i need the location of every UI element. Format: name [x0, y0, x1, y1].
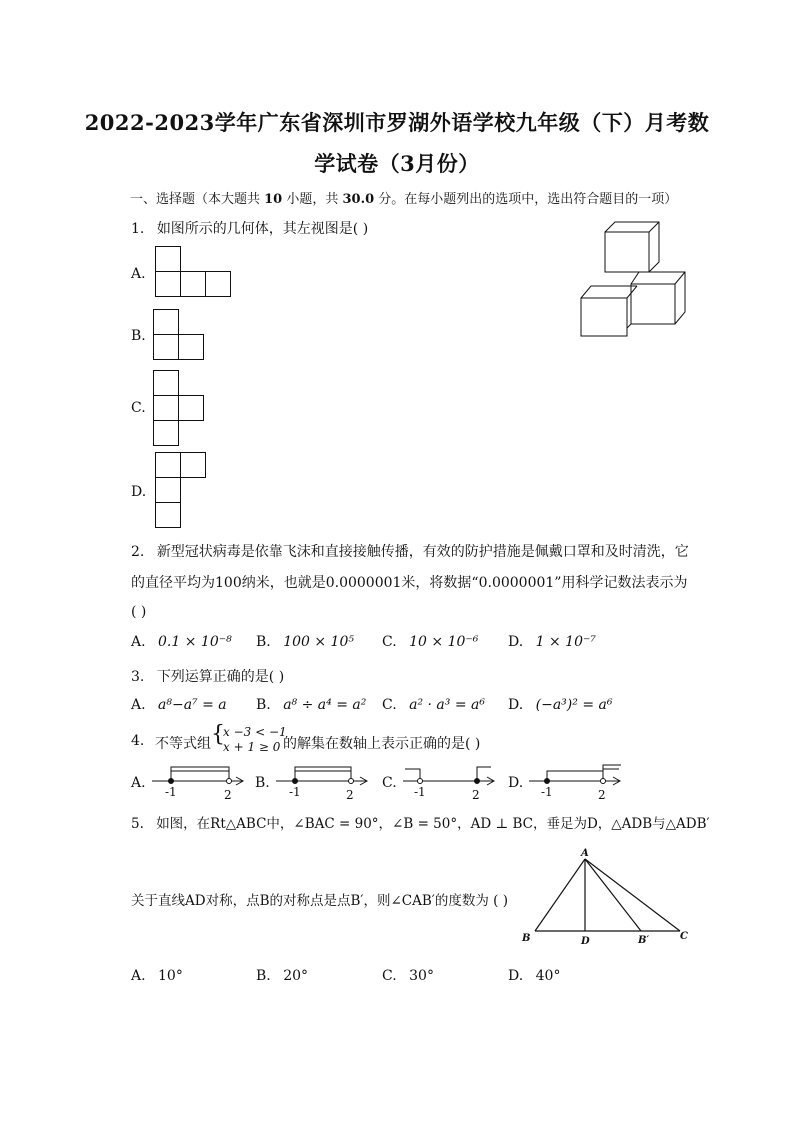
tick-label-left: -1: [414, 785, 426, 799]
q5-option-a[interactable]: [131, 968, 183, 984]
point-label-a: A: [581, 848, 589, 859]
question-number: 2.: [131, 544, 145, 560]
q2-option-a[interactable]: [131, 634, 232, 650]
q1-option-a-label[interactable]: A.: [131, 266, 146, 282]
point-label-c: C: [680, 931, 688, 942]
question-1: [131, 218, 368, 238]
q1-option-d-figure[interactable]: [155, 452, 208, 529]
option-label: D.: [508, 634, 524, 650]
tick-label-right: 2: [598, 788, 606, 801]
question-2-line2: 的直径平均为100纳米，也就是0.0000001米，将数据“0.0000001”用科学记数法表示为: [131, 575, 688, 591]
question-5: [131, 812, 710, 832]
question-4-prefix: 不等式组: [155, 736, 211, 752]
section-text-1: 一、选择题（本大题共: [130, 192, 265, 207]
point-label-b-prime: B′: [638, 935, 650, 945]
option-text: a⁸−a⁷ = a: [158, 697, 227, 713]
q3-option-a[interactable]: [131, 697, 227, 713]
section-score: 30.0: [342, 192, 375, 207]
question-5-line2: 关于直线AD对称，点B的对称点是点B′，则∠CAB′的度数为 ( ): [131, 893, 508, 909]
q3-option-b[interactable]: [256, 697, 366, 713]
q1-option-d-label[interactable]: D.: [131, 484, 147, 500]
option-text: 10 × 10⁻⁶: [409, 634, 479, 650]
tick-label-right: 2: [472, 788, 480, 801]
tick-label-left: -1: [165, 785, 177, 799]
q1-option-b-label[interactable]: B.: [131, 328, 146, 344]
option-text: 30°: [409, 968, 434, 984]
question-number: 5.: [131, 816, 144, 832]
q4-option-a-numberline[interactable]: [150, 761, 250, 801]
question-4-suffix: 的解集在数轴上表示正确的是( ): [283, 736, 481, 752]
q4-option-d-label[interactable]: D.: [508, 775, 524, 791]
option-label: C.: [382, 968, 397, 984]
q5-option-c[interactable]: [382, 968, 434, 984]
option-label: B.: [256, 968, 271, 984]
q5-option-d[interactable]: [508, 968, 560, 984]
option-label: A.: [131, 697, 146, 713]
q1-option-c-figure[interactable]: [153, 370, 206, 447]
option-text: 1 × 10⁻⁷: [535, 634, 596, 650]
option-text: a⁸ ÷ a⁴ = a²: [283, 697, 367, 713]
q5-option-b[interactable]: [256, 968, 308, 984]
q2-option-d[interactable]: [508, 634, 596, 650]
option-text: 40°: [535, 968, 561, 984]
option-text: 10°: [158, 968, 183, 984]
option-label: A.: [131, 968, 146, 984]
section-header: [130, 188, 677, 207]
q4-option-d-numberline[interactable]: [527, 761, 627, 801]
option-text: (−a³)² = a⁶: [535, 697, 613, 713]
option-label: A.: [131, 634, 146, 650]
point-label-b: B: [522, 933, 531, 944]
option-label: B.: [256, 697, 271, 713]
q4-option-c-label[interactable]: C.: [382, 775, 397, 791]
option-label: D.: [508, 968, 524, 984]
q4-option-b-numberline[interactable]: [274, 761, 374, 801]
q1-option-b-figure[interactable]: [153, 309, 206, 361]
option-text: a² · a³ = a⁶: [409, 697, 485, 713]
question-3: [131, 666, 284, 686]
option-label: C.: [382, 634, 397, 650]
q3-option-d[interactable]: [508, 697, 612, 713]
tick-label-left: -1: [289, 785, 301, 799]
question-text: 下列运算正确的是( ): [156, 669, 285, 685]
question-number: 1.: [131, 221, 145, 237]
brace-icon: {: [211, 722, 225, 747]
option-text: 0.1 × 10⁻⁸: [158, 634, 232, 650]
q3-option-c[interactable]: [382, 697, 485, 713]
option-label: C.: [382, 697, 397, 713]
option-text: 100 × 10⁵: [283, 634, 354, 650]
question-text: 如图所示的几何体，其左视图是( ): [156, 221, 369, 237]
point-label-d: D: [581, 936, 590, 945]
tick-label-right: 2: [224, 788, 232, 801]
question-text-line1: 新型冠状病毒是依靠飞沫和直接接触传播，有效的防护措施是佩戴口罩和及时清洗，它: [156, 544, 689, 560]
question-number: 3.: [131, 669, 145, 685]
q4-option-a-label[interactable]: A.: [131, 775, 146, 791]
q1-option-c-label[interactable]: C.: [131, 400, 146, 416]
option-label: B.: [256, 634, 271, 650]
inequality-1: x −3 < −1: [223, 725, 287, 739]
page-title-line2: 学试卷（3月份）: [314, 151, 480, 176]
section-text-3: 分。在每小题列出的选项中，选出符合题目的一项）: [374, 192, 678, 207]
q2-option-c[interactable]: [382, 634, 478, 650]
q1-solid-figure: [575, 218, 690, 340]
q2-option-b[interactable]: [256, 634, 354, 650]
question-4-number: 4.: [131, 733, 145, 749]
section-text-2: 小题，共: [282, 192, 343, 207]
inequality-2: x + 1 ≥ 0: [223, 740, 281, 754]
question-2: [131, 541, 689, 561]
page-title: 2022-2023学年广东省深圳市罗湖外语学校九年级（下）月考数: [84, 110, 710, 135]
tick-label-left: -1: [541, 785, 553, 799]
question-text-line1: 如图，在Rt△ABC中，∠BAC = 90°，∠B = 50°，AD ⊥ BC，垂足为D，△ADB与△ADB′: [156, 816, 710, 832]
question-2-line3: ( ): [131, 604, 147, 620]
option-label: D.: [508, 697, 524, 713]
q1-option-a-figure[interactable]: [155, 246, 232, 298]
tick-label-right: 2: [346, 788, 354, 801]
section-count: 10: [264, 192, 283, 207]
q4-option-c-numberline[interactable]: [401, 761, 501, 801]
q5-triangle-figure: [515, 845, 695, 945]
option-text: 20°: [283, 968, 309, 984]
q4-option-b-label[interactable]: B.: [255, 775, 270, 791]
